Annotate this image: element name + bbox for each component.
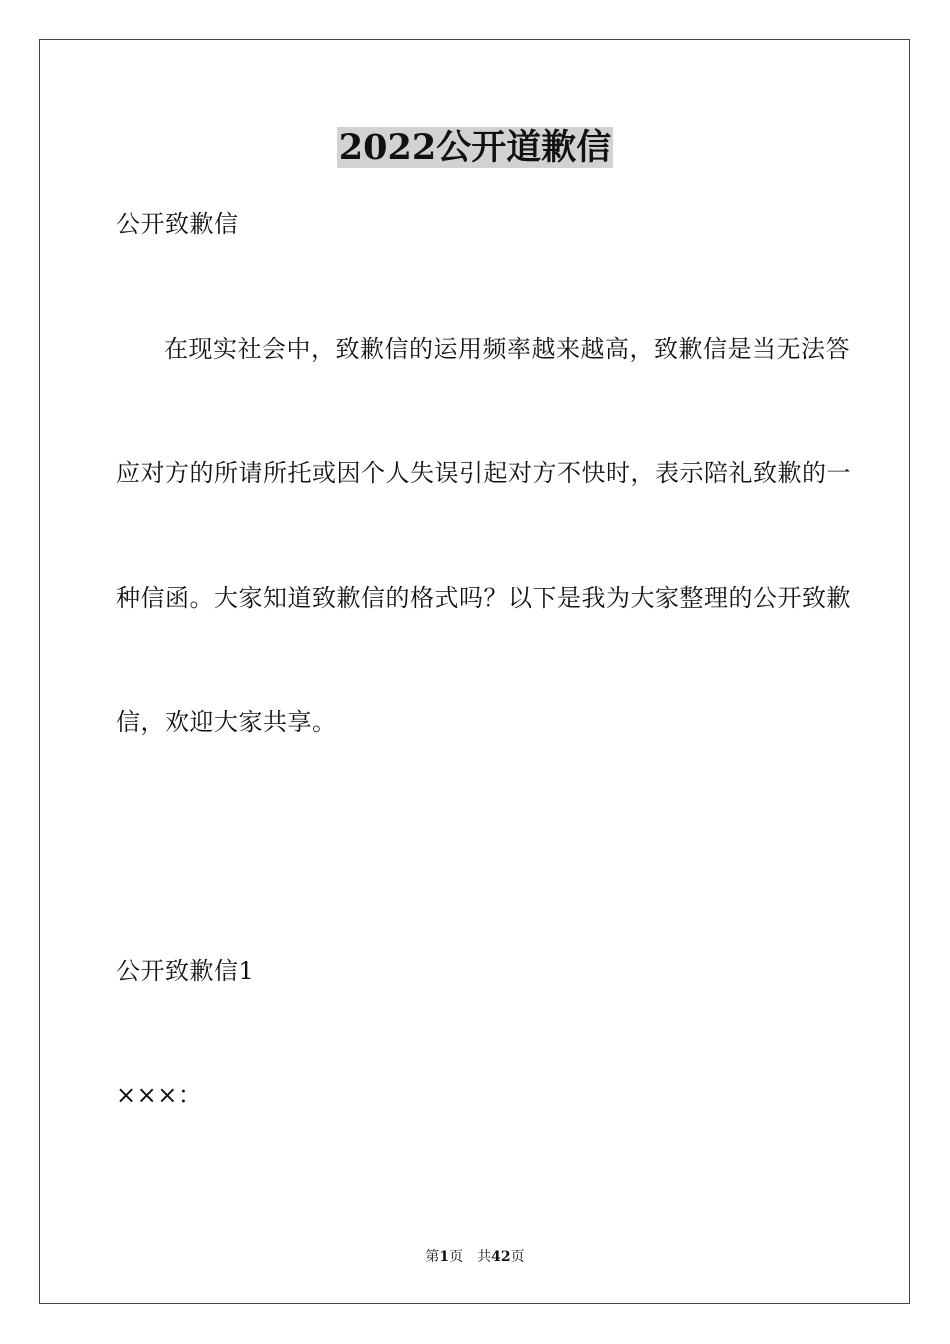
page-footer [0,1248,950,1266]
footer-page-prefix: 第 [425,1249,440,1265]
letter-heading: 公开致歉信1 [116,957,255,985]
document-title: 2022公开道歉信 [338,127,612,168]
intro-line-2: 应对方的所请所托或因个人失误引起对方不快时，表示陪礼致歉的一 [116,459,851,487]
intro-line-3: 种信函。大家知道致歉信的格式吗？以下是我为大家整理的公开致歉 [116,584,851,612]
footer-page-suffix: 页 [449,1249,464,1265]
footer-total-prefix: 共 [477,1249,492,1265]
salutation: ×××： [116,1081,203,1109]
footer-total-pages: 42 [491,1249,511,1265]
intro-line-1: 在现实社会中，致歉信的运用频率越来越高，致歉信是当无法答 [164,335,850,363]
section-heading: 公开致歉信 [116,210,239,238]
intro-line-4: 信，欢迎大家共享。 [116,708,337,736]
footer-total-suffix: 页 [510,1249,525,1265]
footer-page-number: 1 [439,1249,450,1265]
